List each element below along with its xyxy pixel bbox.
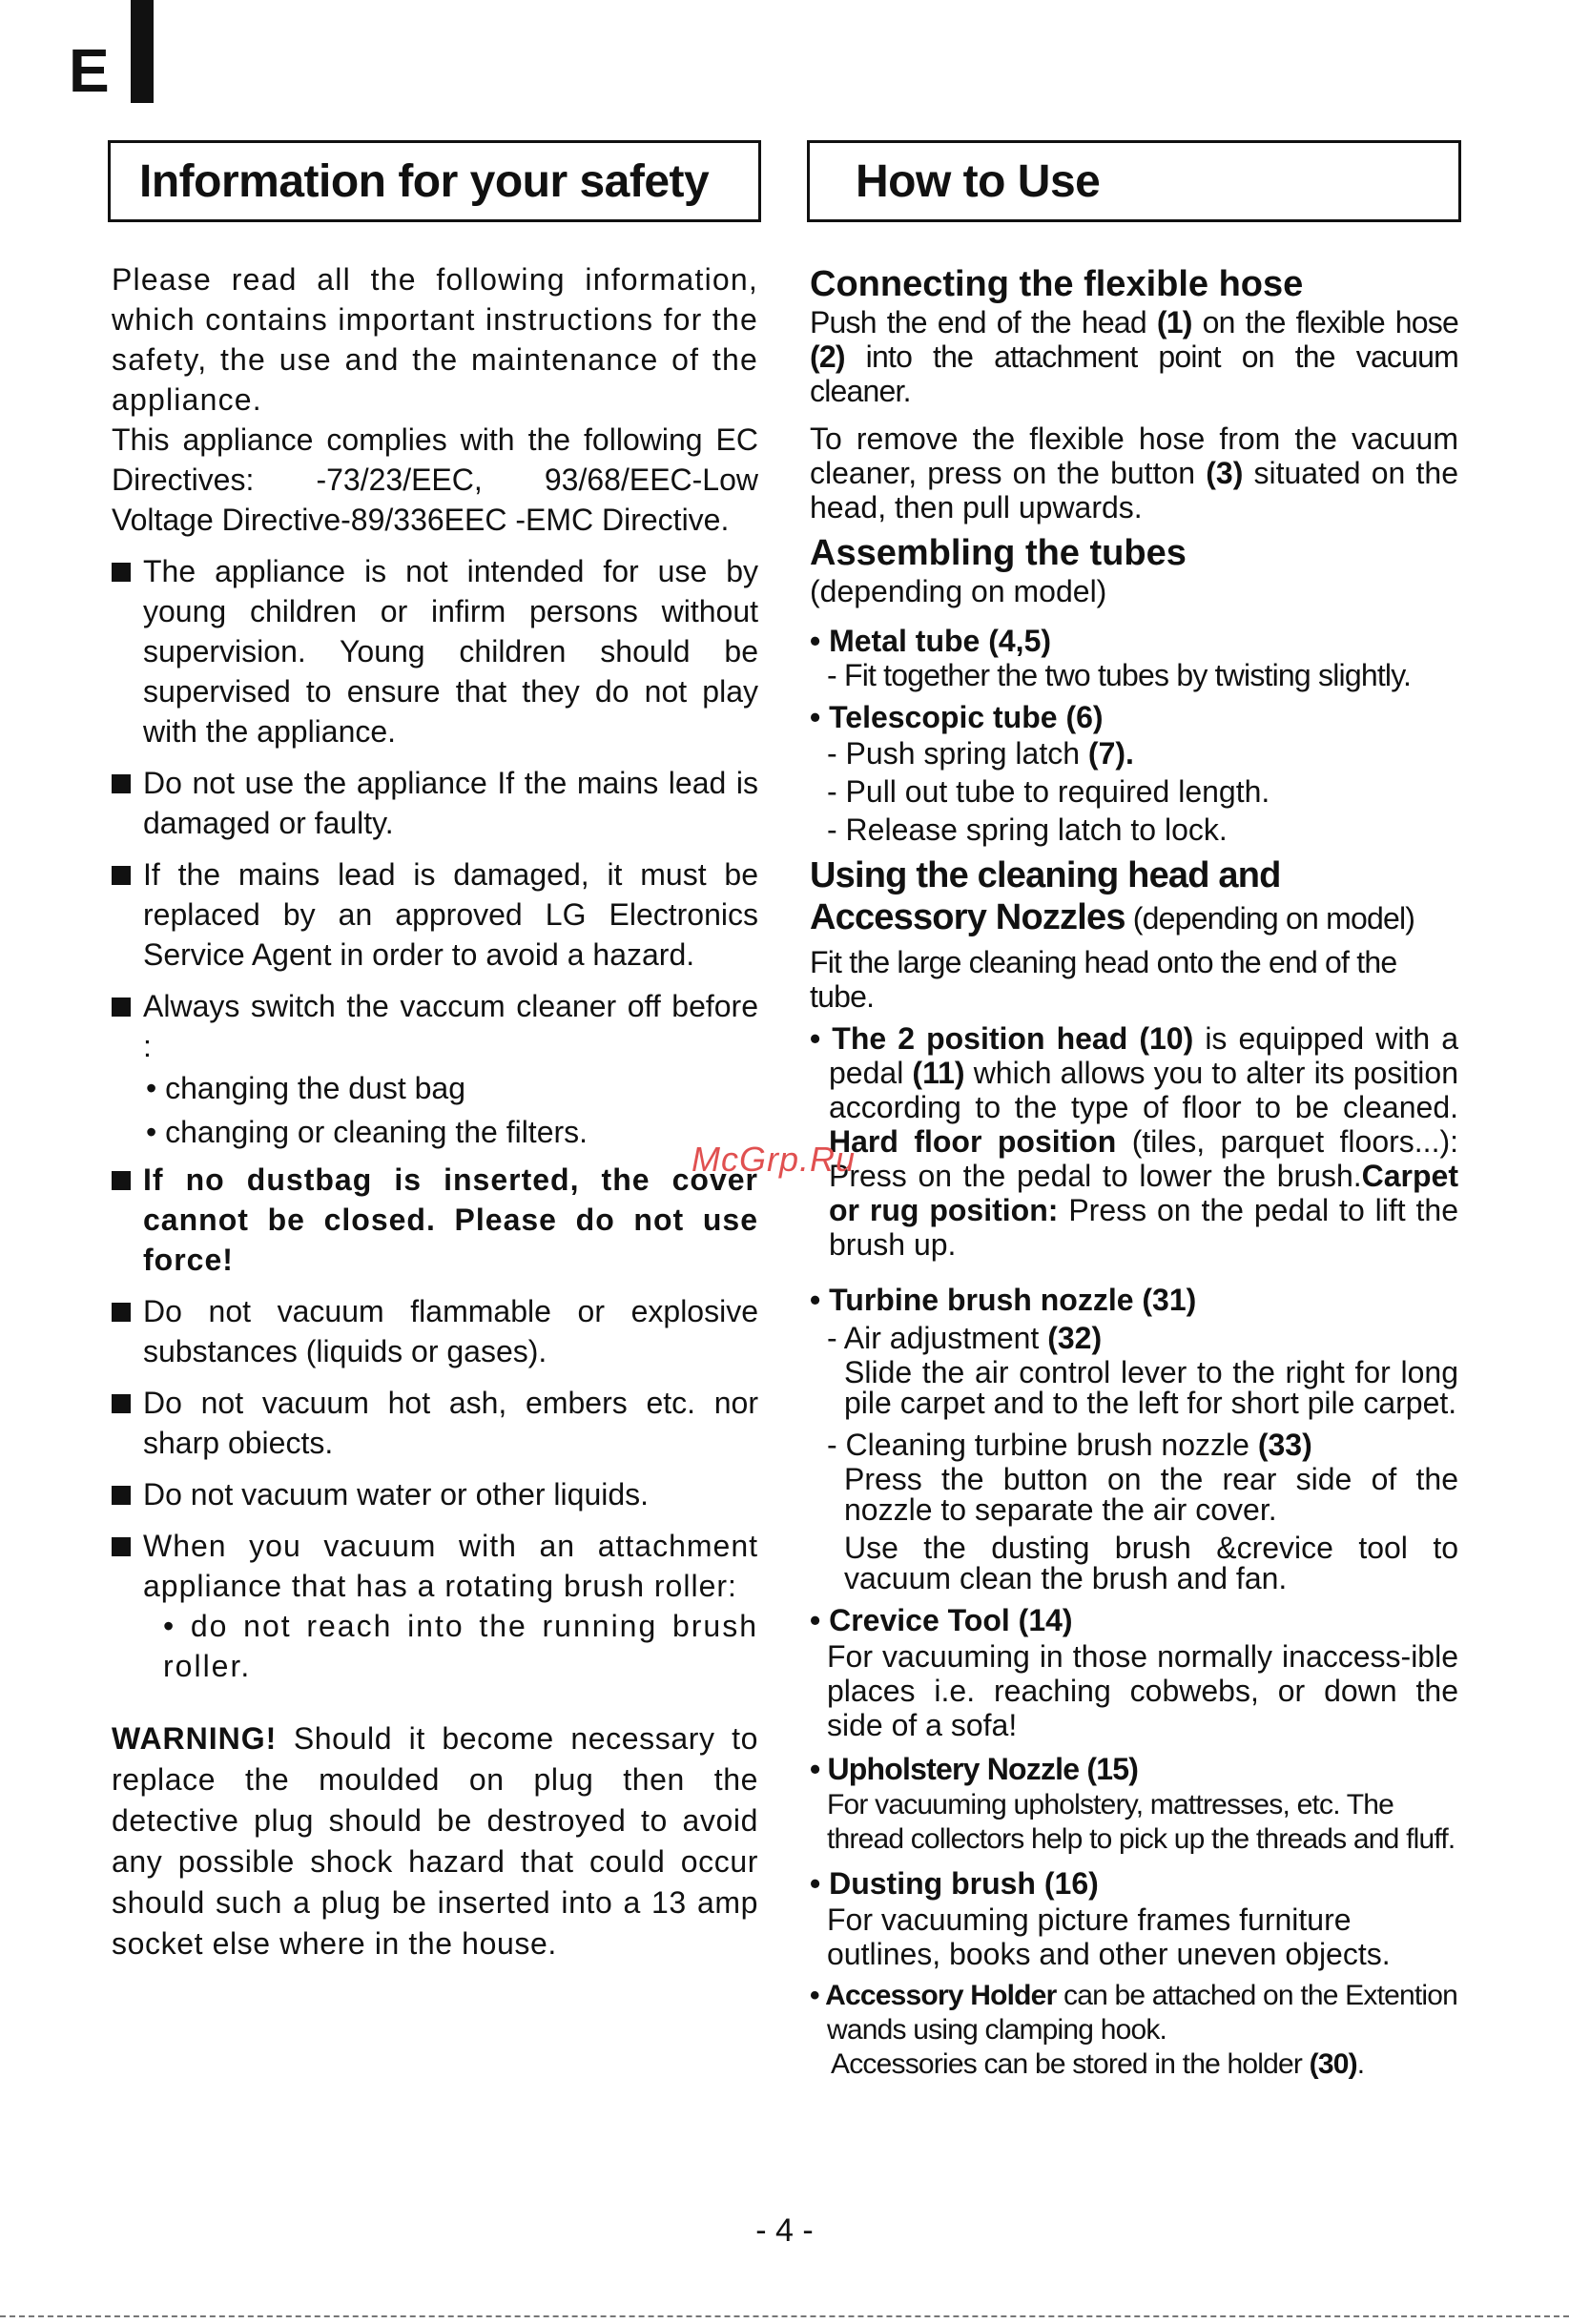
item-title: • Telescopic tube (6) [810,700,1104,734]
bullet-square-icon [112,1394,131,1413]
bullet-square-icon [112,1537,131,1556]
safety-item-text: Do not vacuum flammable or explosive substances (liquids or gases). [143,1294,758,1368]
safety-item [112,1291,758,1371]
how-to-use-title: How to Use [856,155,1101,207]
accessory-storage-paragraph: Accessories can be stored in the holder (30). [831,2048,1365,2080]
hose-paragraph: Push the end of the head (1) on the flexible hose (2) into the attachment point on the vacuum cleaner. [810,305,1458,408]
position-head-paragraph: • The 2 position head (10) is equipped with a pedal (11) which allows you to alter its position according to the type of floor to be cleaned. Hard floor position (tiles, parquet floors...): Press on the pedal to lower the brush.Carpet or rug position: Press on the pedal to lift the brush up. [810,1021,1459,1262]
item-subtitle: - Air adjustment (32) [827,1321,1103,1355]
section-paragraph: Fit the large cleaning head onto the end of the tube. [810,945,1397,1014]
safety-item-text: If the mains lead is damaged, it must be replaced by an approved LG Electronics Service Agent in order to avoid a hazard. [143,857,758,972]
safety-subitem: • changing or cleaning the filters. [146,1115,588,1149]
safety-item-text: If no dustbag is inserted, the cover cannot be closed. Please do not use force! [143,1162,758,1277]
item-text: - Push spring latch (7). [827,736,1134,771]
bullet-square-icon [112,866,131,885]
watermark-text: McGrp.Ru [692,1140,857,1179]
item-text: For vacuuming in those normally inaccess-ible places i.e. reaching cobwebs, or down the side of a sofa! [827,1639,1458,1742]
bullet-square-icon [112,1486,131,1505]
warning-label: WARNING! [112,1721,278,1756]
item-text: Press the button on the rear side of the nozzle to separate the air cover. [844,1462,1458,1527]
how-to-use-column [810,259,1458,2082]
item-subtitle: - Cleaning turbine brush nozzle (33) [827,1428,1312,1462]
bullet-square-icon [112,563,131,582]
item-text: Slide the air control lever to the right for long pile carpet and to the left for short pile carpet. [844,1355,1458,1420]
item-text: - Pull out tube to required length. [827,774,1270,809]
item-text: Use the dusting brush &crevice tool to vacuum clean the brush and fan. [844,1531,1458,1595]
language-tab-bar [131,0,154,103]
item-title: • Crevice Tool (14) [810,1603,1073,1637]
safety-column [112,259,758,1964]
safety-item-text: The appliance is not intended for use by young children or infirm persons without supervision. Young children should be supervised to ensure that they do not play with the appliance. [143,554,758,749]
safety-item-text: When you vacuum with an attachment appliance that has a rotating brush roller: [143,1529,758,1603]
safety-item [112,1526,758,1606]
accessory-holder-paragraph: • Accessory Holder can be attached on the Extention wands using clamping hook. [810,1980,1458,2046]
page-number: - 4 - [755,2212,814,2249]
intro-paragraph: Please read all the following information, which contains important instructions for the safety, the use and the maintenance of the appliance. [112,262,758,417]
section-heading: Connecting the flexible hose [810,264,1304,304]
safety-item-text: Do not use the appliance If the mains lead is damaged or faulty. [143,766,758,840]
item-text: For vacuuming upholstery, mattresses, etc. The thread collectors help to pick up the threads and fluff. [827,1789,1455,1855]
item-text: - Fit together the two tubes by twisting slightly. [827,658,1412,692]
safety-subitem: • do not reach into the running brush roller. [163,1609,758,1683]
bullet-square-icon [112,1303,131,1322]
warning-text: Should it become necessary to replace the moulded on plug then the detective plug should be destroyed to avoid any possible shock hazard that could occur should such a plug be inserted into a 13 amp socket else where in the house. [112,1721,758,1961]
item-title: • Upholstery Nozzle (15) [810,1752,1139,1786]
safety-item-text: Do not vacuum hot ash, embers etc. nor sharp obiects. [143,1386,758,1460]
safety-item [112,1474,758,1514]
section-note: (depending on model) [810,574,1107,608]
safety-item [112,763,758,843]
section-heading: Assembling the tubes [810,533,1187,573]
item-title: • Turbine brush nozzle (31) [810,1283,1197,1317]
warning-paragraph [112,1718,758,1964]
safety-item-text: Do not vacuum water or other liquids. [143,1477,650,1512]
safety-item [112,854,758,975]
safety-item [112,1383,758,1463]
language-letter: E [69,36,110,105]
section-heading: Using the cleaning head and Accessory Nozzles (depending on model) [810,855,1415,937]
safety-item-text: Always switch the vaccum cleaner off before : [143,989,758,1063]
safety-item-bold [112,1160,758,1280]
item-text: - Release spring latch to lock. [827,812,1228,847]
hose-remove-paragraph: To remove the flexible hose from the vacuum cleaner, press on the button (3) situated on the head, then pull upwards. [810,422,1459,524]
safety-title: Information for your safety [139,155,710,207]
how-to-use-section-header [807,140,1461,222]
safety-item [112,551,758,751]
safety-item [112,986,758,1066]
bullet-square-icon [112,997,131,1017]
page-bottom-rule [0,2315,1569,2317]
safety-subitem: • changing the dust bag [146,1071,466,1105]
bullet-square-icon [112,1171,131,1190]
directives-paragraph: This appliance complies with the following EC Directives: -73/23/EEC, 93/68/EEC-Low Voltage Directive-89/336EEC -EMC Directive. [112,422,758,537]
bullet-square-icon [112,774,131,793]
item-title: • Dusting brush (16) [810,1866,1099,1901]
item-title: • Metal tube (4,5) [810,624,1052,658]
item-text: For vacuuming picture frames furniture outlines, books and other uneven objects. [827,1902,1391,1971]
safety-section-header [108,140,761,222]
